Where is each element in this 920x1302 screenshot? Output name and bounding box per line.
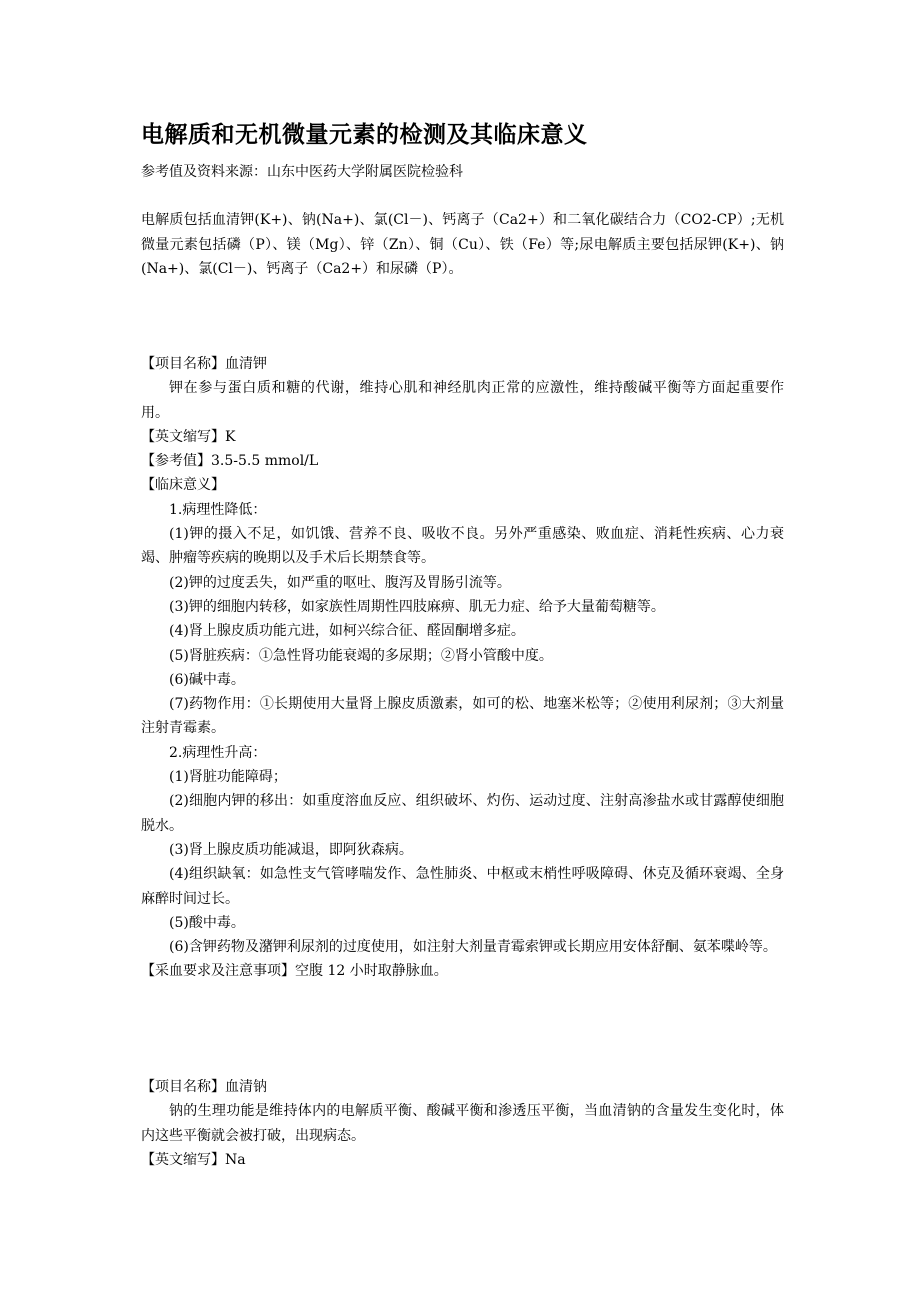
abbr-label: 【英文缩写】 — [141, 1151, 225, 1168]
intro-paragraph — [141, 208, 784, 282]
list-item: (3)肾上腺皮质功能减退，即阿狄森病。 — [169, 841, 413, 858]
abbr-value: Na — [225, 1151, 246, 1168]
list-item: (2)钾的过度丢失，如严重的呕吐、腹泻及胃肠引流等。 — [169, 574, 511, 591]
potassium-abbr-line — [141, 425, 784, 449]
decrease-heading: 1.病理性降低： — [169, 501, 267, 518]
list-item: (6)含钾药物及潴钾利尿剂的过度使用，如注射大剂量青霉索钾或长期应用安体舒酮、氨苯喋岭等。 — [169, 939, 777, 956]
intro-text: 电解质包括血清钾(K+)、钠(Na+)、氯(Cl－)、钙离子（Ca2+）和二氧化碳结合力（CO2-CP）;无机微量元素包括磷（P）、镁（Mg）、锌（Zn）、铜（Cu）、铁（Fe）等;尿电解质主要包括尿钾(K+)、钠(Na+)、氯(Cl－)、钙离子（Ca2+）和尿磷（P）。 — [141, 212, 784, 277]
document-title: 电解质和无机微量元素的检测及其临床意义 — [141, 122, 588, 148]
abbr-label: 【英文缩写】 — [141, 428, 225, 445]
increase-list — [141, 765, 784, 959]
sodium-description: 钠的生理功能是维持体内的电解质平衡、酸碱平衡和渗透压平衡，当血清钠的含量发生变化时，体内这些平衡就会被打破，出现病态。 — [141, 1103, 784, 1144]
list-item: (1)钾的摄入不足，如饥饿、营养不良、吸收不良。另外严重感染、败血症、消耗性疾病、心力衰竭、肿瘤等疾病的晚期以及手术后长期禁食等。 — [141, 526, 784, 567]
sampling-label: 【采血要求及注意事项】 — [141, 963, 295, 980]
list-item: (2)细胞内钾的移出：如重度溶血反应、组织破坏、灼伤、运动过度、注射高渗盐水或甘露醇使细胞脱水。 — [141, 793, 784, 834]
potassium-reference-line — [141, 449, 784, 473]
reference-value: 3.5-5.5 mmol/L — [211, 453, 319, 470]
list-item: (3)钾的细胞内转移，如家族性周期性四肢麻痹、肌无力症、给予大量葡萄糖等。 — [169, 598, 665, 615]
item-name-value: 血清钾 — [225, 356, 267, 372]
sampling-requirements-line — [141, 959, 784, 983]
list-item: (5)酸中毒。 — [169, 914, 245, 931]
clinical-significance-label: 【临床意义】 — [141, 477, 225, 494]
decrease-list — [141, 522, 784, 741]
reference-source: 参考值及资料来源：山东中医药大学附属医院检验科 — [141, 164, 463, 180]
list-item: (5)肾脏疾病：①急性肾功能衰竭的多尿期；②肾小管酸中度。 — [169, 647, 553, 664]
item-name-label: 【项目名称】 — [141, 356, 225, 372]
potassium-section — [141, 352, 784, 984]
reference-label: 【参考值】 — [141, 453, 211, 470]
item-name-value: 血清钠 — [225, 1079, 267, 1095]
sampling-value: 空腹 12 小时取静脉血。 — [295, 963, 448, 980]
list-item: (6)碱中毒。 — [169, 671, 245, 688]
sodium-section — [141, 1075, 784, 1172]
increase-heading: 2.病理性升高： — [169, 744, 267, 761]
sodium-abbr-line — [141, 1148, 784, 1172]
potassium-description: 钾在参与蛋白质和糖的代谢，维持心肌和神经肌肉正常的应激性，维持酸碱平衡等方面起重要作用。 — [141, 380, 784, 421]
potassium-name-line — [141, 352, 784, 376]
list-item: (4)肾上腺皮质功能亢进，如柯兴综合征、醛固酮增多症。 — [169, 623, 525, 640]
sodium-name-line — [141, 1075, 784, 1099]
abbr-value: K — [225, 428, 236, 445]
list-item: (7)药物作用：①长期使用大量肾上腺皮质激素，如可的松、地塞米松等；②使用利尿剂；③大剂量注射青霉素。 — [141, 696, 784, 737]
item-name-label: 【项目名称】 — [141, 1079, 225, 1095]
list-item: (4)组织缺氧：如急性支气管哮喘发作、急性肺炎、中枢或末梢性呼吸障碍、休克及循环衰竭、全身麻醉时间过长。 — [141, 866, 784, 907]
list-item: (1)肾脏功能障碍； — [169, 769, 287, 786]
